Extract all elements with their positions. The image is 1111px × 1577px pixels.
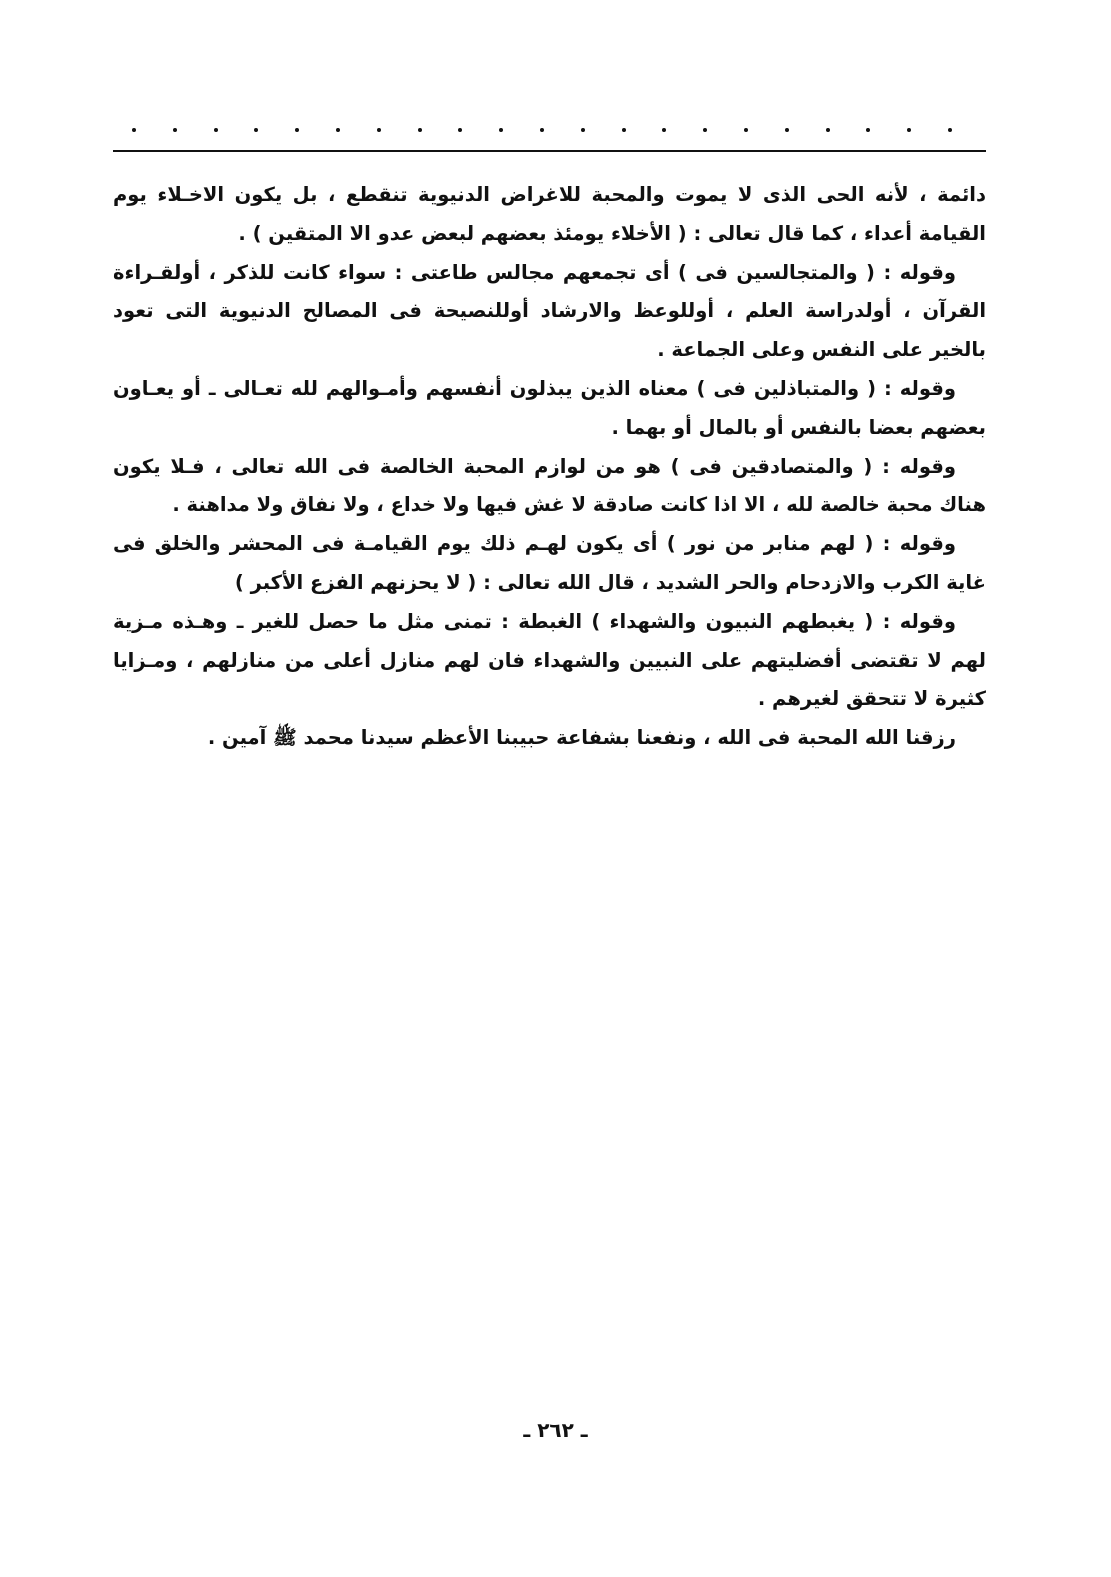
paragraph-yaghbituhum: وقوله : ( يغبطهم النبيون والشهداء ) الغبطة : تمنى مثل ما حصل للغير ـ وهـذه مـزية لهم لا تقتضى أفضليتهم على النبيين والشهداء فان لهم منازل أعلى من منازلهم ، ومـزايا كثيرة لا تتحقق لغيرهم . xyxy=(113,609,986,711)
paragraph-mutasadiqin: وقوله : ( والمتصادقين فى ) هو من لوازم المحبة الخالصة فى الله تعالى ، فـلا يكون هناك محبة خالصة لله ، الا اذا كانت صادقة لا غش فيها ولا خداع ، ولا نفاق ولا مداهنة . xyxy=(113,454,986,517)
paragraph-continuation: دائمة ، لأنه الحى الذى لا يموت والمحبة للاغراض الدنيوية تنقطع ، بل يكون الاخـلاء يوم القيامة أعداء ، كما قال تعالى : ( الأخلاء يومئذ بعضهم لبعض عدو الا المتقين ) . xyxy=(113,183,986,245)
paragraph-mutajalisin: وقوله : ( والمتجالسين فى ) أى تجمعهم مجالس طاعتى : سواء كانت للذكر ، أولقـراءة القرآن ، أولدراسة العلم ، أوللوعظ والارشاد أوللنصيحة فى المصالح الدنيوية التى تعود بالخير على النفس وعلى الجماعة . xyxy=(113,260,986,362)
header-dot xyxy=(785,128,789,132)
header-dot xyxy=(336,128,340,132)
header-dot xyxy=(499,128,503,132)
page-number: ـ ٢٦٢ ـ xyxy=(523,1418,588,1442)
paragraph-closing-prayer: رزقنا الله المحبة فى الله ، ونفعنا بشفاعة حبيبنا الأعظم سيدنا محمد ﷺ آمين . xyxy=(207,726,956,750)
header-dot xyxy=(418,128,422,132)
header-dot xyxy=(295,128,299,132)
header-dot xyxy=(662,128,666,132)
header-dot xyxy=(744,128,748,132)
header-dot xyxy=(703,128,707,132)
header-dot xyxy=(173,128,177,132)
paragraph-manabir: وقوله : ( لهم منابر من نور ) أى يكون لهـم ذلك يوم القيامـة فى المحشر والخلق فى غاية الكرب والازدحام والحر الشديد ، قال الله تعالى : ( لا يحزنهم الفزع الأكبر ) xyxy=(113,532,986,594)
header-dot xyxy=(377,128,381,132)
header-dot xyxy=(907,128,911,132)
header-dot xyxy=(826,128,830,132)
header-dot xyxy=(581,128,585,132)
header-rule xyxy=(113,150,986,152)
header-dot xyxy=(458,128,462,132)
header-dot xyxy=(254,128,258,132)
header-dot xyxy=(214,128,218,132)
paragraph-mutabadhilin: وقوله : ( والمتباذلين فى ) معناه الذين يبذلون أنفسهم وأمـوالهم لله تعـالى ـ أو يعـاون بعضهم بعضا بالنفس أو بالمال أو بهما . xyxy=(113,376,986,439)
header-dot xyxy=(948,128,952,132)
header-dot xyxy=(622,128,626,132)
header-dot xyxy=(540,128,544,132)
header-dot-row xyxy=(132,128,952,132)
header-dot xyxy=(866,128,870,132)
body-text xyxy=(113,176,986,758)
header-dot xyxy=(132,128,136,132)
